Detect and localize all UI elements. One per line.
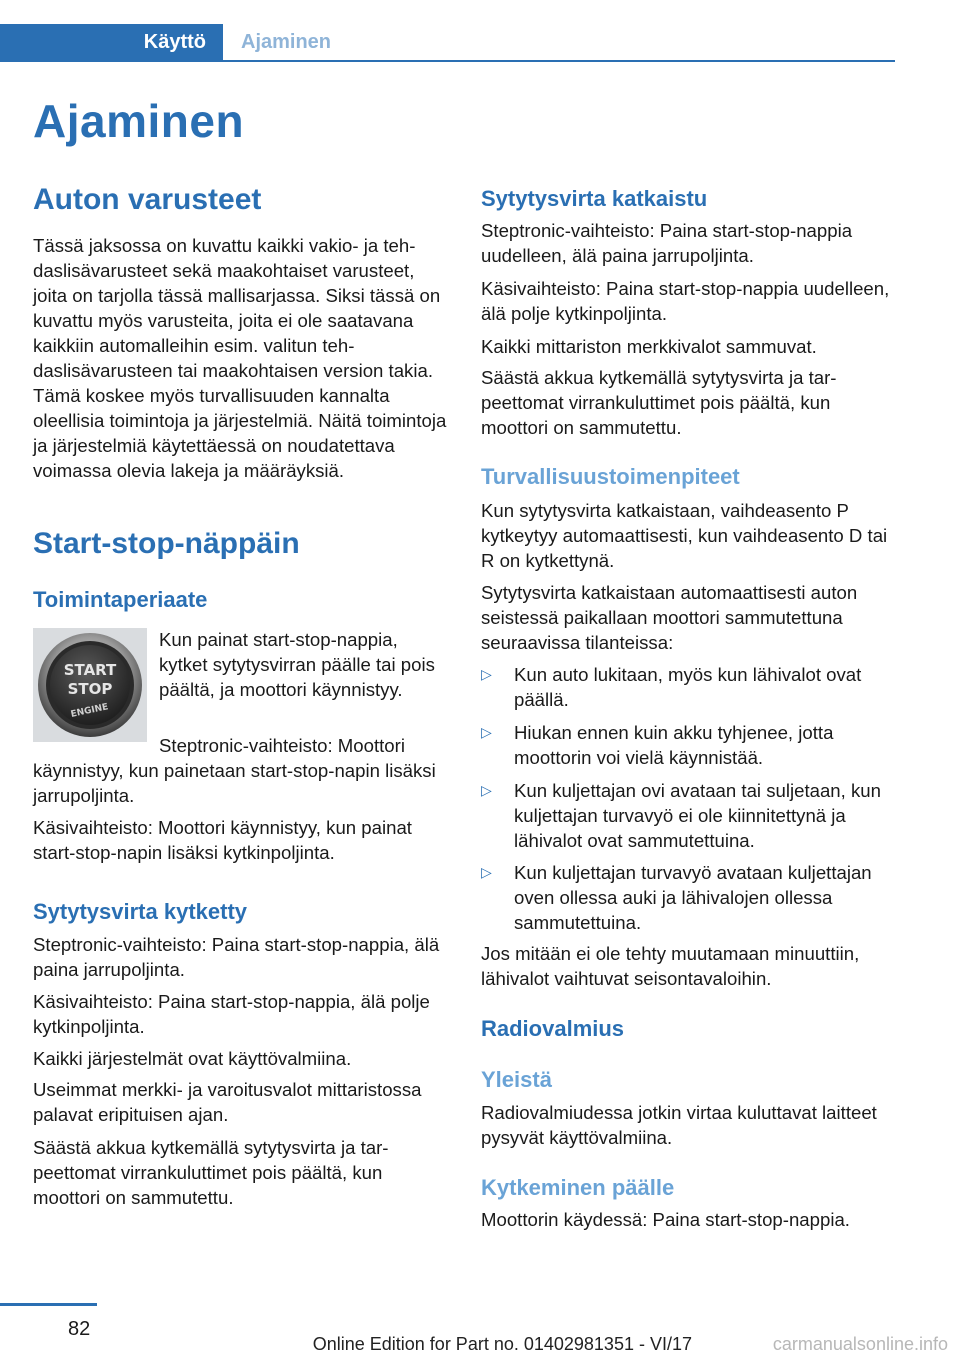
button-label-stop: STOP [67,680,113,698]
paragraph-general: Radiovalmiudessa jotkin virtaa kuluttavat laitteet pysyvät käyttövalmiina. [481,1102,877,1148]
paragraph-off-3: Kaikki mittariston merkkivalot sammuvat. [481,336,817,357]
bullet-text: Kun auto lukitaan, myös kun lähivalot ovat päällä. [514,664,862,710]
start-stop-button-image [33,628,147,742]
paragraph-principle-2a: Steptronic-vaihteisto: Moottori [159,735,405,756]
footer-edition: Online Edition for Part no. 01402981351 - VI/17 [312,1334,692,1354]
bullet-triangle-icon: ▷ [481,782,492,798]
page-number: 82 [68,1318,91,1340]
paragraph-principle-2b: käynnistyy, kun painetaan start-stop-napin lisäksi jarrupoljinta. [33,760,436,806]
watermark: carmanualsonline.info [772,1334,948,1354]
heading-turvallisuustoimenpiteet: Turvallisuustoimenpiteet [481,464,740,489]
heading-start-stop: Start-stop-näppäin [33,527,300,560]
paragraph-principle-1: Kun painat start-stop-nappia, kytket sytytysvirran päälle tai pois päältä, ja moottori käynnistyy. [159,629,435,700]
paragraph-off-2: Käsivaihteisto: Paina start-stop-nappia uudelleen, älä polje kytkinpoljinta. [481,278,890,324]
start-stop-engine-icon [35,630,145,740]
paragraph-on-1: Steptronic-vaihteisto: Paina start-stop-nappia, älä paina jarrupoljinta. [33,934,440,980]
button-label-start: START [63,661,117,679]
bullet-triangle-icon: ▷ [481,724,492,740]
tab-ajaminen[interactable]: Ajaminen [241,31,332,53]
bullet-text: Kun kuljettajan turvavyö avataan kuljettajan oven ollessa auki ja lähivalojen ollessa sammutettuina. [514,862,872,933]
paragraph-on-3: Kaikki järjestelmät ovat käyttövalmiina. [33,1048,352,1069]
bullet-triangle-icon: ▷ [481,666,492,682]
paragraph-equipment: Tässä jaksossa on kuvattu kaikki vakio- ja tehdaslisävarusteet sekä maakohtaiset varusteet, joita on tarjolla tässä mallisarjassa. Siksi tässä on kuvattu myös varusteita, joita ei ole saatavana kaikkiin automalleihin esim. valitun tehdaslisävarusteen tai maakohtaisen version takia. Tämä koskee myös turvallisuuden kannalta oleellisia toimintoja ja järjestelmiä. Näitä toimintoja ja järjestelmiä käytettäessä on noudatettava voimassa olevia lakeja ja määräyksiä. [33,235,447,481]
paragraph-safety-1: Kun sytytysvirta katkaistaan, vaihdeasento P kytkeytyy automaattisesti, kun vaihdeasento D tai R on kytkettynä. [481,500,888,571]
heading-sytytysvirta-kytketty: Sytytysvirta kytketty [33,899,248,924]
paragraph-safety-3: Jos mitään ei ole tehty muutamaan minuuttiin, lähivalot vaihtuvat seisontavaloihin. [481,943,860,989]
heading-kytkeminen-paalle: Kytkeminen päälle [481,1175,675,1200]
paragraph-on-5: Säästä akkua kytkemällä sytytysvirta ja tarpeettomat virrankuluttimet pois päältä, kun moottori on sammutettu. [33,1137,389,1208]
heading-sytytysvirta-katkaistu: Sytytysvirta katkaistu [481,186,708,211]
paragraph-on-4: Useimmat merkki- ja varoitusvalot mittaristossa palavat eripituisen ajan. [33,1079,422,1125]
bullet-triangle-icon: ▷ [481,864,492,880]
tab-kaytto[interactable]: Käyttö [0,24,223,61]
paragraph-off-1: Steptronic-vaihteisto: Paina start-stop-nappia uudelleen, älä paina jarrupoljinta. [481,220,853,266]
heading-yleista: Yleistä [481,1067,552,1092]
footer-rule [0,1303,97,1306]
paragraph-principle-3: Käsivaihteisto: Moottori käynnistyy, kun painat start-stop-napin lisäksi kytkinpoljinta. [33,817,412,863]
bullet-text: Hiukan ennen kuin akku tyhjenee, jotta moottorin voi vielä käynnistää. [514,722,834,768]
bullet-text: Kun kuljettajan ovi avataan tai suljetaan, kun kuljettajan turvavyö ei ole kiinnitettynä ja lähivalot ovat sammutettuina. [514,780,881,851]
heading-toimintaperiaate: Toimintaperiaate [33,587,208,612]
paragraph-switch-on: Moottorin käydessä: Paina start-stop-nappia. [481,1209,850,1230]
heading-auton-varusteet: Auton varusteet [33,183,262,216]
page-title: Ajaminen [33,95,245,147]
button-label-engine: ENGINE [69,702,110,720]
paragraph-safety-2: Sytytysvirta katkaistaan automaattisesti auton seistessä paikallaan moottori sammutettuna seuraavissa tilanteissa: [481,582,858,653]
paragraph-on-2: Käsivaihteisto: Paina start-stop-nappia, älä polje kytkinpoljinta. [33,991,430,1037]
paragraph-off-4: Säästä akkua kytkemällä sytytysvirta ja tarpeettomat virrankuluttimet pois päältä, kun moottori on sammutettu. [481,367,837,438]
heading-radiovalmius: Radiovalmius [481,1016,625,1041]
header-bar [0,0,895,62]
header-rule [0,60,895,62]
